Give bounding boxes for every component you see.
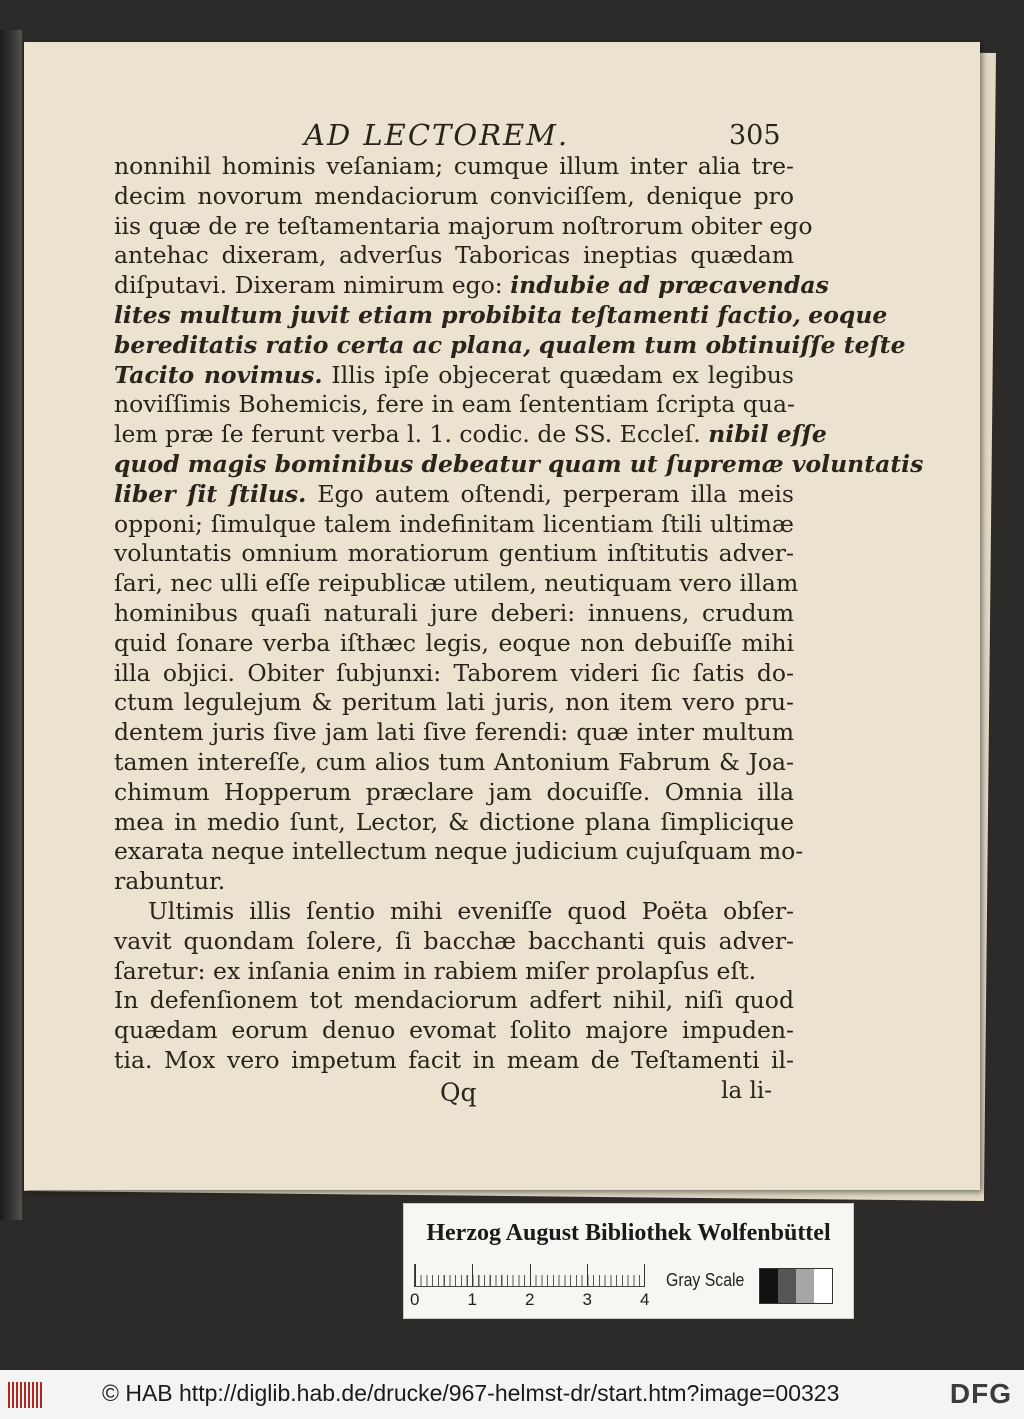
- gray-scale-label: Gray Scale: [666, 1270, 745, 1290]
- text-line: nonnihil hominis veſaniam; cumque illum inter alia tre-: [114, 152, 794, 180]
- ruler-number: 1: [467, 1290, 477, 1309]
- text-line: mea in medio ſunt, Lector, & dictione plana ſimplicique: [114, 807, 794, 836]
- text-line: quid ſonare verba iſthæc legis, eoque non debuiſſe mihi: [114, 628, 794, 657]
- text-line: opponi; ſimulque talem indefinitam licentiam ſtili ultimæ: [114, 509, 794, 538]
- page-header: [114, 116, 794, 156]
- text-line: ſari, nec ulli eſſe reipublicæ utilem, neutiquam vero illam: [114, 569, 799, 598]
- page-number: 305: [729, 120, 781, 151]
- text-line: ſaretur: ex inſania enim in rabiem miſer prolapſus eſt.: [114, 956, 757, 985]
- text-line: decim novorum mendaciorum conviciſſem, denique pro: [114, 181, 794, 210]
- book-page: [24, 42, 980, 1190]
- text-lines: [114, 152, 924, 1076]
- library-name: Herzog August Bibliothek Wolfenbüttel: [426, 1220, 831, 1246]
- text-line: hominibus quaſi naturali jure deberi: innuens, crudum: [114, 598, 794, 627]
- text-line: Tacito novimus. Illis ipſe objecerat quædam ex legibus: [114, 360, 794, 389]
- viewer-footer-bar: [0, 1370, 1024, 1419]
- text-line: tamen intereſſe, cum alios tum Antonium Fabrum & Joa-: [114, 747, 794, 776]
- gray-swatch: [814, 1269, 832, 1303]
- page-footer: [114, 1078, 794, 1112]
- book-spine-edge: [0, 30, 22, 1220]
- ruler-number: 4: [640, 1290, 650, 1309]
- catchword: la li-: [721, 1077, 772, 1104]
- gray-swatch: [760, 1269, 778, 1303]
- measurement-ruler: [414, 1264, 645, 1287]
- ruler-number: 3: [582, 1290, 592, 1309]
- library-label-card: [403, 1203, 854, 1319]
- text-line: liber ſit ſtilus. Ego autem oſtendi, perperam illa meis: [114, 479, 794, 508]
- dfg-logo: DFG: [949, 1378, 1012, 1409]
- text-line: antehac dixeram, adverſus Taboricas ineptias quædam: [114, 241, 794, 270]
- text-line: iis quæ de re teſtamentaria majorum noſtrorum obiter ego: [114, 211, 813, 240]
- signature-mark: Qq: [440, 1077, 477, 1107]
- page-text-block: [114, 116, 924, 1112]
- gray-swatch: [796, 1269, 814, 1303]
- running-head: AD LECTOREM.: [304, 118, 570, 152]
- gray-swatch: [778, 1269, 796, 1303]
- gray-scale-swatches: [759, 1268, 833, 1304]
- text-line: vavit quondam ſolere, ſi bacchæ bacchanti quis adver-: [114, 926, 794, 955]
- text-line: chimum Hopperum præclare jam docuiſſe. Omnia illa: [114, 777, 794, 806]
- text-line: ctum legulejum & peritum lati juris, non item vero pru-: [114, 688, 794, 717]
- ruler-number: 2: [525, 1290, 535, 1309]
- text-line: illa objici. Obiter ſubjunxi: Taborem videri ſic ſatis do-: [114, 658, 794, 687]
- text-line: Ultimis illis ſentio mihi eveniſſe quod Poëta obſer-: [148, 896, 794, 925]
- text-line: quod magis bominibus debeatur quam ut ſupremæ voluntatis: [114, 449, 924, 478]
- ruler-number: 0: [410, 1290, 420, 1309]
- text-line: dentem juris ſive jam lati ſive ferendi: quæ inter multum: [114, 718, 794, 747]
- copyright-url-text: © HAB http://diglib.hab.de/drucke/967-helmst-dr/start.htm?image=00323: [102, 1380, 840, 1406]
- text-line: In defenſionem tot mendaciorum adfert nihil, niſi quod: [114, 986, 794, 1015]
- hab-barcode-icon: [8, 1382, 44, 1408]
- text-line: rabuntur.: [114, 867, 226, 896]
- text-line: exarata neque intellectum neque judicium cujuſquam mo-: [114, 837, 804, 866]
- text-line: noviſſimis Bohemicis, fere in eam ſententiam ſcripta qua-: [114, 390, 795, 419]
- text-line: bereditatis ratio certa ac plana, qualem tum obtinuiſſe teſte: [114, 330, 906, 359]
- text-line: diſputavi. Dixeram nimirum ego: indubie ad præcavendas: [114, 271, 829, 300]
- text-line: lites multum juvit etiam probibita teſtamenti factio, eoque: [114, 300, 888, 329]
- text-line: voluntatis omnium moratiorum gentium inſtitutis adver-: [114, 539, 794, 568]
- text-line: tia. Mox vero impetum facit in meam de Teſtamenti il-: [114, 1045, 794, 1074]
- text-line: quædam eorum denuo evomat ſolito majore impuden-: [114, 1016, 794, 1045]
- text-line: lem præ ſe ferunt verba l. 1. codic. de SS. Eccleſ. nibil eſſe: [114, 420, 827, 449]
